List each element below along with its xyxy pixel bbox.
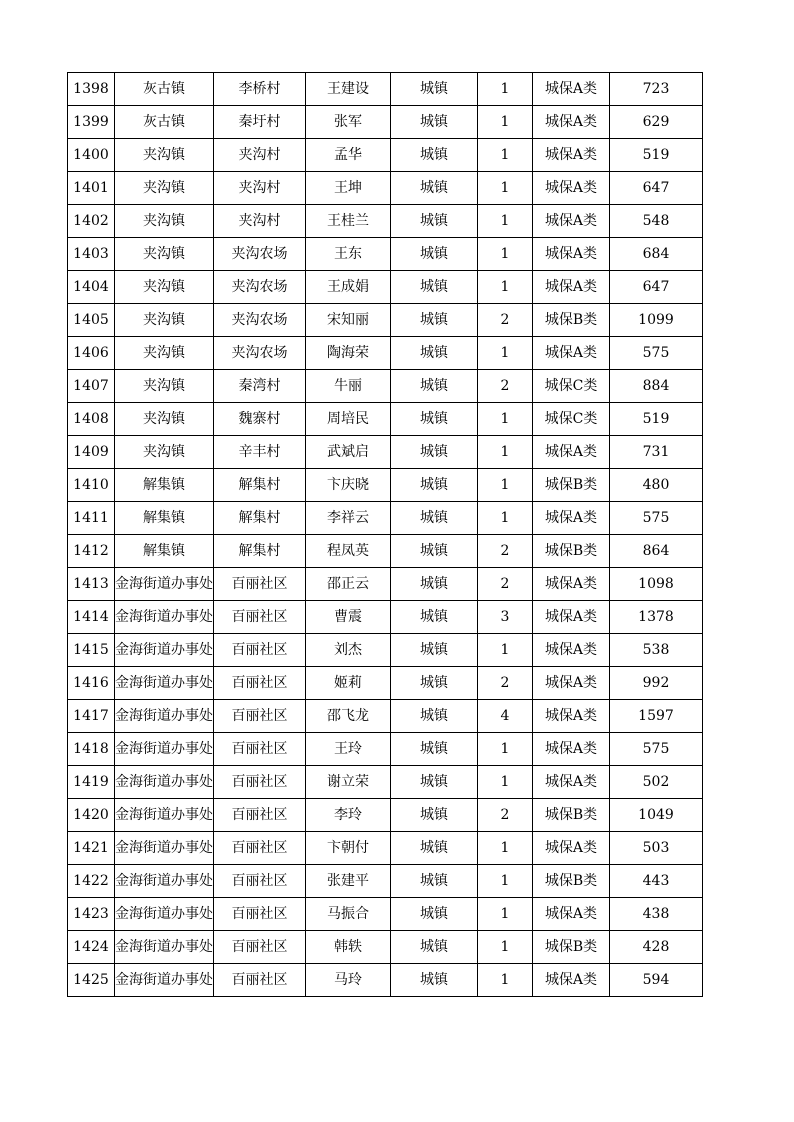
table-row [68,898,703,931]
subsidy-category-cell: 城保B类 [533,535,610,568]
town-cell: 金海街道办事处 [115,568,214,601]
row-number-cell: 1405 [68,304,115,337]
table-row [68,172,703,205]
person-name-cell: 牛丽 [306,370,391,403]
amount-cell: 503 [610,832,703,865]
amount-cell: 480 [610,469,703,502]
household-count-cell: 1 [478,106,533,139]
household-count-cell: 4 [478,700,533,733]
subsidy-category-cell: 城保C类 [533,370,610,403]
subsidy-category-cell: 城保A类 [533,700,610,733]
row-number-cell: 1415 [68,634,115,667]
amount-cell: 575 [610,337,703,370]
town-cell: 灰古镇 [115,73,214,106]
row-number-cell: 1419 [68,766,115,799]
person-name-cell: 王建设 [306,73,391,106]
table-row [68,601,703,634]
household-count-cell: 1 [478,238,533,271]
person-name-cell: 王坤 [306,172,391,205]
village-cell: 魏寨村 [214,403,306,436]
subsidy-category-cell: 城保B类 [533,931,610,964]
subsidy-category-cell: 城保A类 [533,733,610,766]
area-type-cell: 城镇 [391,403,478,436]
area-type-cell: 城镇 [391,667,478,700]
table-row [68,469,703,502]
area-type-cell: 城镇 [391,238,478,271]
row-number-cell: 1404 [68,271,115,304]
town-cell: 金海街道办事处 [115,667,214,700]
town-cell: 金海街道办事处 [115,733,214,766]
town-cell: 金海街道办事处 [115,601,214,634]
person-name-cell: 韩轶 [306,931,391,964]
table-row [68,700,703,733]
household-count-cell: 2 [478,535,533,568]
amount-cell: 723 [610,73,703,106]
subsidy-category-cell: 城保A类 [533,601,610,634]
subsidy-category-cell: 城保A类 [533,271,610,304]
table-row [68,502,703,535]
amount-cell: 1378 [610,601,703,634]
amount-cell: 884 [610,370,703,403]
amount-cell: 502 [610,766,703,799]
row-number-cell: 1398 [68,73,115,106]
town-cell: 解集镇 [115,535,214,568]
amount-cell: 438 [610,898,703,931]
subsidy-category-cell: 城保A类 [533,436,610,469]
row-number-cell: 1411 [68,502,115,535]
row-number-cell: 1425 [68,964,115,997]
person-name-cell: 卞庆晓 [306,469,391,502]
village-cell: 秦圩村 [214,106,306,139]
row-number-cell: 1410 [68,469,115,502]
amount-cell: 1098 [610,568,703,601]
village-cell: 夹沟农场 [214,271,306,304]
subsidy-category-cell: 城保B类 [533,469,610,502]
town-cell: 金海街道办事处 [115,799,214,832]
village-cell: 百丽社区 [214,634,306,667]
village-cell: 百丽社区 [214,601,306,634]
household-count-cell: 1 [478,271,533,304]
table-row [68,205,703,238]
table-row [68,271,703,304]
person-name-cell: 王东 [306,238,391,271]
subsidy-category-cell: 城保A类 [533,502,610,535]
town-cell: 灰古镇 [115,106,214,139]
person-name-cell: 王成娟 [306,271,391,304]
town-cell: 夹沟镇 [115,370,214,403]
household-count-cell: 1 [478,436,533,469]
village-cell: 百丽社区 [214,700,306,733]
town-cell: 夹沟镇 [115,436,214,469]
subsidy-category-cell: 城保A类 [533,337,610,370]
village-cell: 百丽社区 [214,799,306,832]
household-count-cell: 1 [478,502,533,535]
area-type-cell: 城镇 [391,172,478,205]
town-cell: 金海街道办事处 [115,931,214,964]
area-type-cell: 城镇 [391,271,478,304]
household-count-cell: 2 [478,799,533,832]
town-cell: 夹沟镇 [115,172,214,205]
subsidy-category-cell: 城保A类 [533,898,610,931]
table-row [68,238,703,271]
person-name-cell: 卞朝付 [306,832,391,865]
town-cell: 金海街道办事处 [115,634,214,667]
table-row [68,964,703,997]
village-cell: 夹沟村 [214,205,306,238]
subsidy-category-cell: 城保A类 [533,667,610,700]
area-type-cell: 城镇 [391,73,478,106]
row-number-cell: 1418 [68,733,115,766]
amount-cell: 443 [610,865,703,898]
row-number-cell: 1401 [68,172,115,205]
household-count-cell: 1 [478,766,533,799]
village-cell: 夹沟村 [214,139,306,172]
person-name-cell: 周培民 [306,403,391,436]
amount-cell: 519 [610,139,703,172]
household-count-cell: 1 [478,403,533,436]
household-count-cell: 1 [478,139,533,172]
table-body [68,73,703,997]
area-type-cell: 城镇 [391,898,478,931]
area-type-cell: 城镇 [391,733,478,766]
household-count-cell: 1 [478,832,533,865]
village-cell: 百丽社区 [214,898,306,931]
person-name-cell: 王桂兰 [306,205,391,238]
subsidy-category-cell: 城保A类 [533,106,610,139]
household-count-cell: 1 [478,964,533,997]
household-count-cell: 2 [478,667,533,700]
amount-cell: 548 [610,205,703,238]
village-cell: 百丽社区 [214,667,306,700]
person-name-cell: 刘杰 [306,634,391,667]
area-type-cell: 城镇 [391,601,478,634]
town-cell: 金海街道办事处 [115,700,214,733]
area-type-cell: 城镇 [391,568,478,601]
area-type-cell: 城镇 [391,535,478,568]
subsidy-category-cell: 城保A类 [533,238,610,271]
row-number-cell: 1407 [68,370,115,403]
amount-cell: 594 [610,964,703,997]
subsidy-category-cell: 城保A类 [533,964,610,997]
village-cell: 百丽社区 [214,568,306,601]
subsidy-category-cell: 城保C类 [533,403,610,436]
area-type-cell: 城镇 [391,700,478,733]
village-cell: 夹沟农场 [214,238,306,271]
area-type-cell: 城镇 [391,865,478,898]
table-row [68,832,703,865]
town-cell: 夹沟镇 [115,337,214,370]
amount-cell: 1099 [610,304,703,337]
household-count-cell: 1 [478,337,533,370]
area-type-cell: 城镇 [391,832,478,865]
town-cell: 夹沟镇 [115,205,214,238]
area-type-cell: 城镇 [391,337,478,370]
amount-cell: 992 [610,667,703,700]
row-number-cell: 1403 [68,238,115,271]
table-row [68,535,703,568]
household-count-cell: 1 [478,73,533,106]
table-row [68,139,703,172]
person-name-cell: 李祥云 [306,502,391,535]
person-name-cell: 宋知丽 [306,304,391,337]
area-type-cell: 城镇 [391,634,478,667]
row-number-cell: 1414 [68,601,115,634]
row-number-cell: 1420 [68,799,115,832]
household-count-cell: 1 [478,898,533,931]
table-row [68,304,703,337]
town-cell: 夹沟镇 [115,271,214,304]
village-cell: 解集村 [214,502,306,535]
area-type-cell: 城镇 [391,799,478,832]
table-row [68,766,703,799]
person-name-cell: 邵正云 [306,568,391,601]
village-cell: 夹沟农场 [214,337,306,370]
row-number-cell: 1408 [68,403,115,436]
subsidy-category-cell: 城保A类 [533,139,610,172]
village-cell: 百丽社区 [214,733,306,766]
town-cell: 夹沟镇 [115,238,214,271]
amount-cell: 647 [610,172,703,205]
table-row [68,733,703,766]
person-name-cell: 曹震 [306,601,391,634]
town-cell: 夹沟镇 [115,139,214,172]
amount-cell: 519 [610,403,703,436]
person-name-cell: 张军 [306,106,391,139]
village-cell: 夹沟村 [214,172,306,205]
row-number-cell: 1406 [68,337,115,370]
table-row [68,370,703,403]
area-type-cell: 城镇 [391,370,478,403]
household-count-cell: 1 [478,733,533,766]
row-number-cell: 1412 [68,535,115,568]
area-type-cell: 城镇 [391,436,478,469]
town-cell: 金海街道办事处 [115,766,214,799]
household-count-cell: 2 [478,370,533,403]
person-name-cell: 程凤英 [306,535,391,568]
area-type-cell: 城镇 [391,502,478,535]
subsidy-category-cell: 城保B类 [533,304,610,337]
person-name-cell: 马玲 [306,964,391,997]
row-number-cell: 1402 [68,205,115,238]
subsidy-category-cell: 城保A类 [533,205,610,238]
town-cell: 解集镇 [115,502,214,535]
area-type-cell: 城镇 [391,931,478,964]
village-cell: 解集村 [214,535,306,568]
table-row [68,634,703,667]
row-number-cell: 1423 [68,898,115,931]
row-number-cell: 1424 [68,931,115,964]
village-cell: 辛丰村 [214,436,306,469]
village-cell: 百丽社区 [214,766,306,799]
person-name-cell: 陶海荣 [306,337,391,370]
row-number-cell: 1417 [68,700,115,733]
village-cell: 夹沟农场 [214,304,306,337]
amount-cell: 575 [610,502,703,535]
town-cell: 金海街道办事处 [115,832,214,865]
row-number-cell: 1422 [68,865,115,898]
household-count-cell: 1 [478,865,533,898]
subsidy-category-cell: 城保B类 [533,799,610,832]
area-type-cell: 城镇 [391,205,478,238]
table-row [68,568,703,601]
table-row [68,436,703,469]
person-name-cell: 张建平 [306,865,391,898]
person-name-cell: 姬莉 [306,667,391,700]
town-cell: 夹沟镇 [115,403,214,436]
area-type-cell: 城镇 [391,964,478,997]
household-count-cell: 1 [478,205,533,238]
subsidy-category-cell: 城保A类 [533,766,610,799]
subsidy-category-cell: 城保A类 [533,73,610,106]
row-number-cell: 1399 [68,106,115,139]
village-cell: 百丽社区 [214,832,306,865]
household-count-cell: 3 [478,601,533,634]
subsidy-category-cell: 城保A类 [533,568,610,601]
amount-cell: 647 [610,271,703,304]
village-cell: 解集村 [214,469,306,502]
table-row [68,73,703,106]
table-row [68,931,703,964]
table-row [68,667,703,700]
person-name-cell: 马振合 [306,898,391,931]
table-row [68,799,703,832]
amount-cell: 538 [610,634,703,667]
household-count-cell: 2 [478,568,533,601]
household-count-cell: 1 [478,172,533,205]
area-type-cell: 城镇 [391,139,478,172]
person-name-cell: 王玲 [306,733,391,766]
person-name-cell: 谢立荣 [306,766,391,799]
household-count-cell: 2 [478,304,533,337]
village-cell: 李桥村 [214,73,306,106]
village-cell: 百丽社区 [214,931,306,964]
person-name-cell: 李玲 [306,799,391,832]
amount-cell: 629 [610,106,703,139]
amount-cell: 684 [610,238,703,271]
town-cell: 夹沟镇 [115,304,214,337]
household-count-cell: 1 [478,931,533,964]
village-cell: 百丽社区 [214,865,306,898]
household-count-cell: 1 [478,469,533,502]
town-cell: 解集镇 [115,469,214,502]
row-number-cell: 1421 [68,832,115,865]
subsidy-category-cell: 城保A类 [533,832,610,865]
town-cell: 金海街道办事处 [115,964,214,997]
row-number-cell: 1416 [68,667,115,700]
table-row [68,865,703,898]
town-cell: 金海街道办事处 [115,865,214,898]
subsidy-category-cell: 城保B类 [533,865,610,898]
person-name-cell: 武斌启 [306,436,391,469]
row-number-cell: 1413 [68,568,115,601]
table-row [68,106,703,139]
amount-cell: 428 [610,931,703,964]
row-number-cell: 1409 [68,436,115,469]
amount-cell: 1049 [610,799,703,832]
area-type-cell: 城镇 [391,106,478,139]
amount-cell: 1597 [610,700,703,733]
area-type-cell: 城镇 [391,766,478,799]
amount-cell: 731 [610,436,703,469]
household-count-cell: 1 [478,634,533,667]
area-type-cell: 城镇 [391,469,478,502]
amount-cell: 575 [610,733,703,766]
person-name-cell: 孟华 [306,139,391,172]
row-number-cell: 1400 [68,139,115,172]
table-row [68,337,703,370]
subsidy-category-cell: 城保A类 [533,634,610,667]
subsidy-category-cell: 城保A类 [533,172,610,205]
amount-cell: 864 [610,535,703,568]
subsidy-table [67,72,703,997]
village-cell: 百丽社区 [214,964,306,997]
area-type-cell: 城镇 [391,304,478,337]
town-cell: 金海街道办事处 [115,898,214,931]
person-name-cell: 邵飞龙 [306,700,391,733]
table-row [68,403,703,436]
village-cell: 秦湾村 [214,370,306,403]
